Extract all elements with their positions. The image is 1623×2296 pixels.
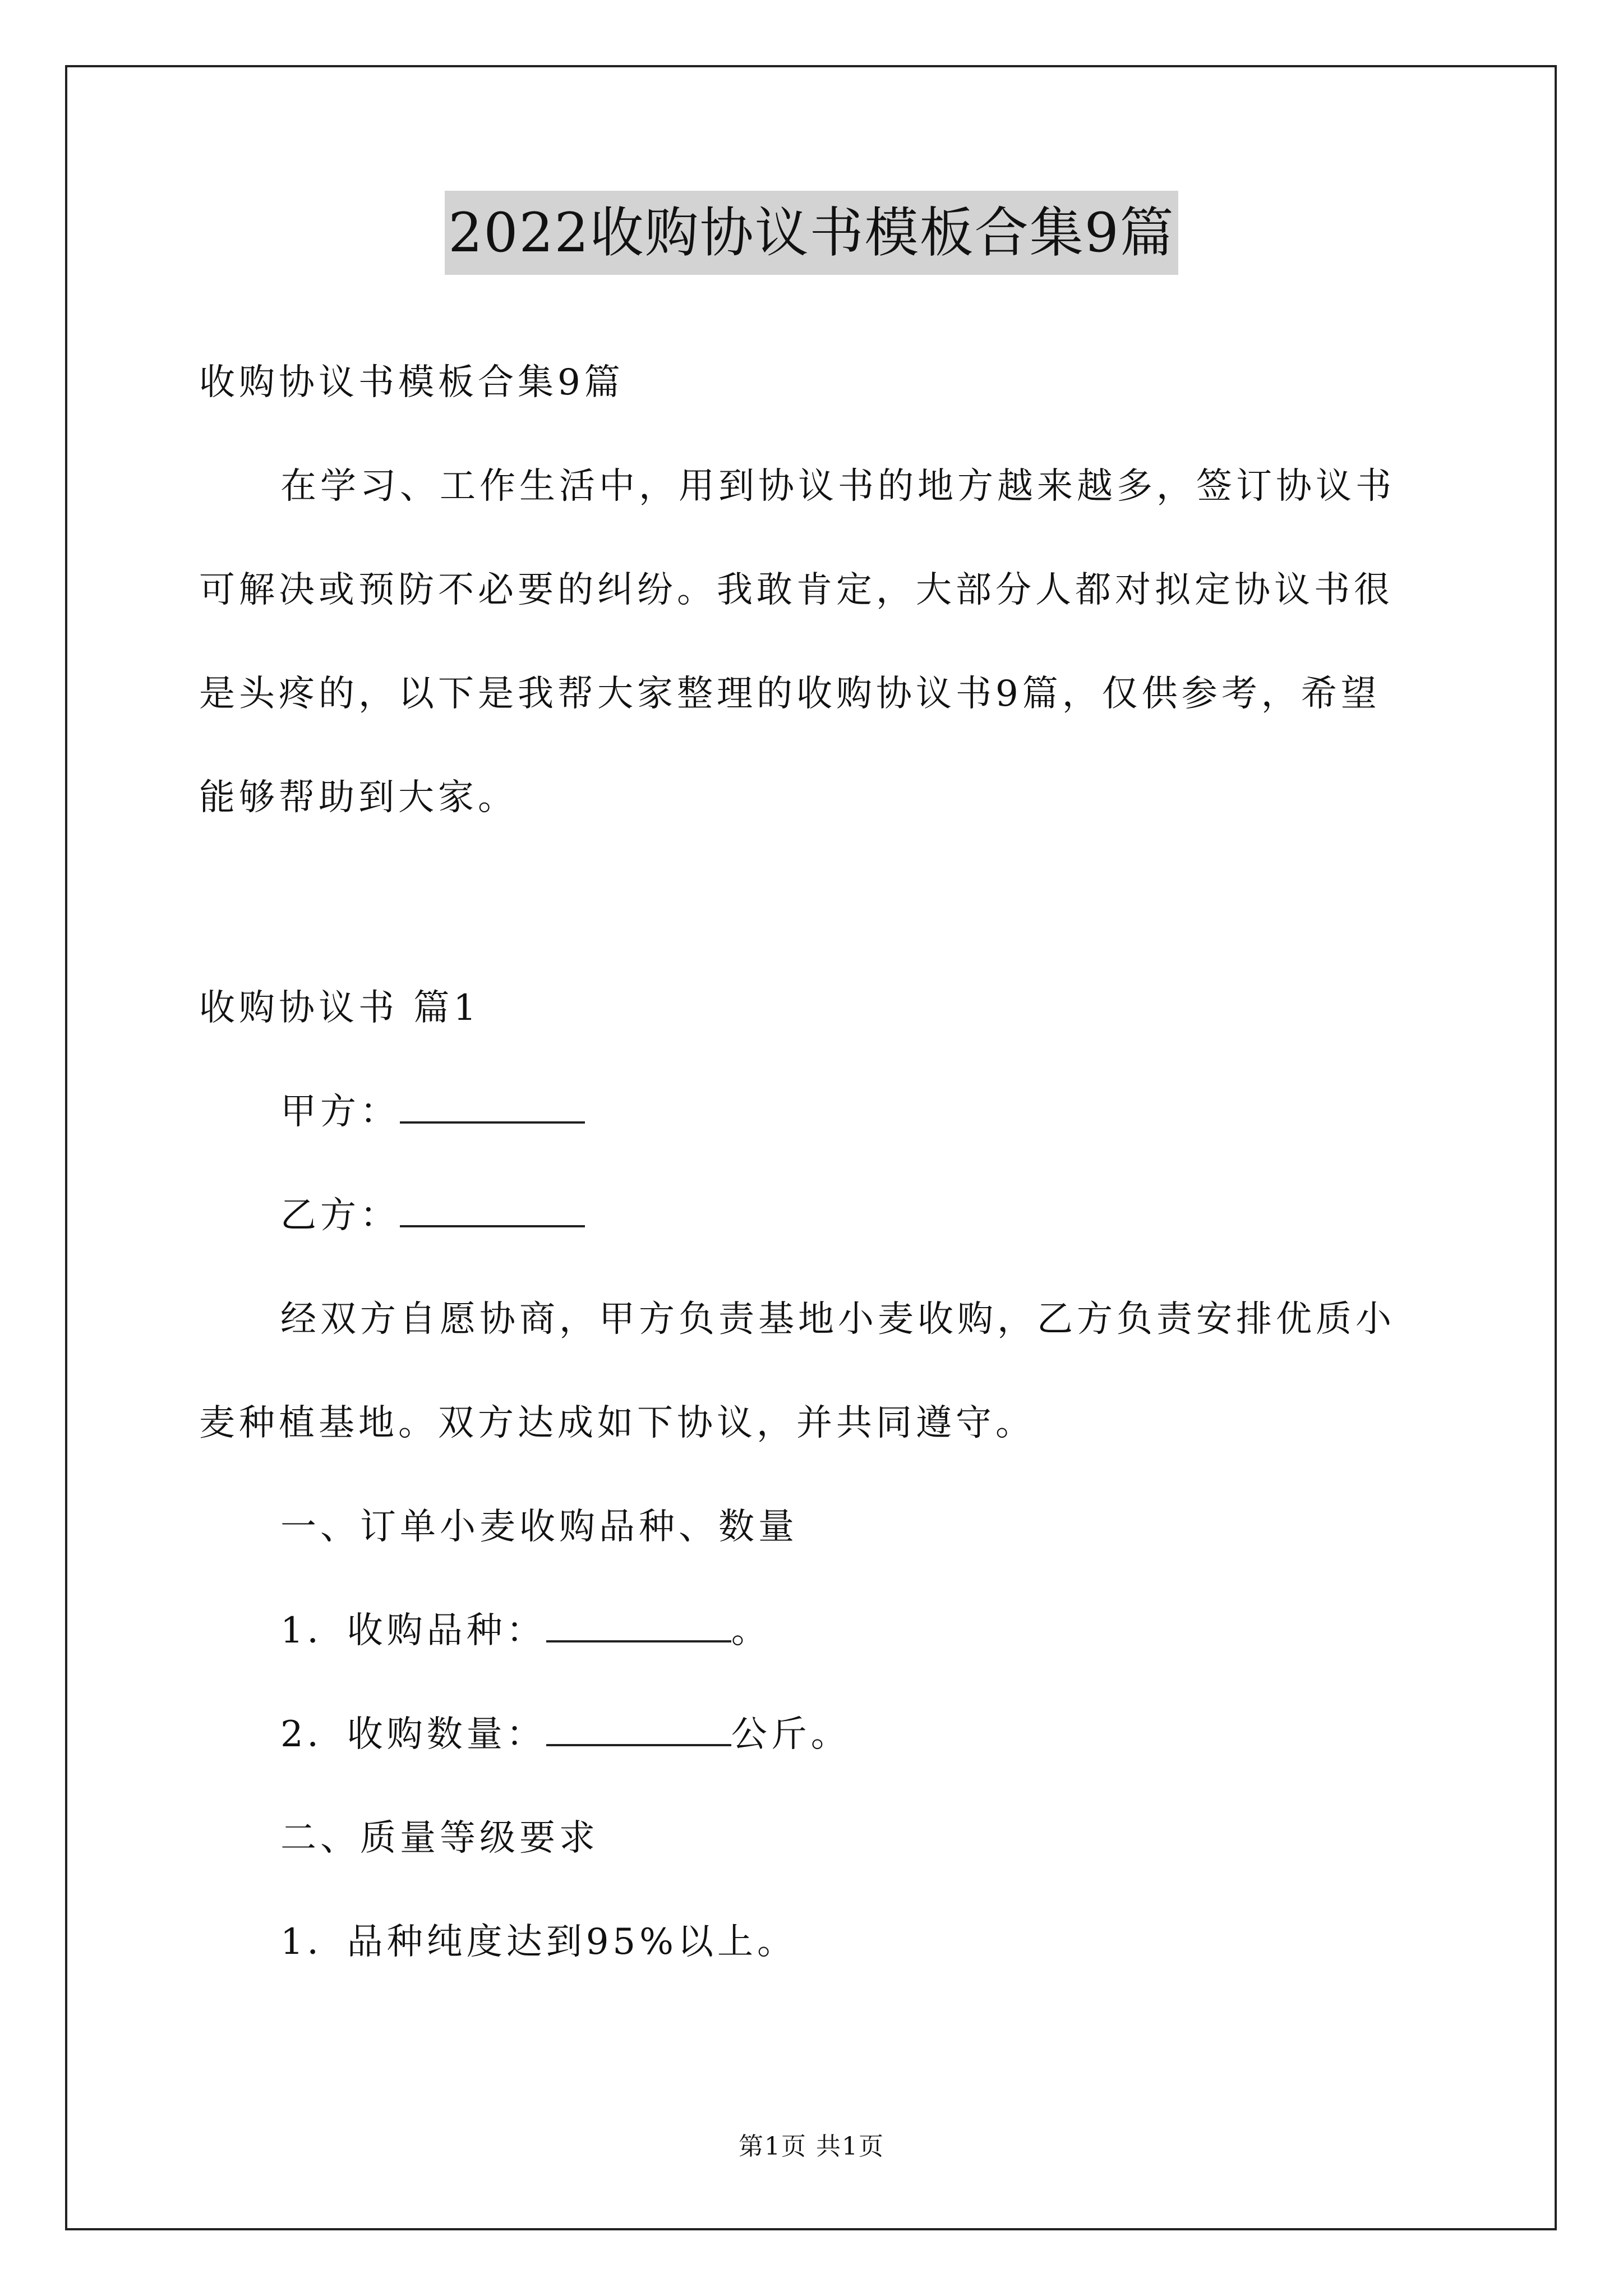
item-1-blank: [546, 1609, 731, 1642]
clause-1-title: 一、订单小麦收购品种、数量: [280, 1506, 798, 1548]
party-b-line: [280, 1186, 1509, 1238]
party-a-line: [280, 1083, 1509, 1134]
party-b-label: 乙方：: [280, 1195, 400, 1236]
section-title: 收购协议书 篇1: [199, 987, 481, 1029]
party-b-blank: [400, 1194, 585, 1227]
intro-line-4: 能够帮助到大家。: [199, 777, 518, 818]
clause-2-title: 二、质量等级要求: [280, 1818, 599, 1859]
intro-line-3: 是头疼的，以下是我帮大家整理的收购协议书9篇，仅供参考，希望: [199, 673, 1381, 715]
party-a-blank: [400, 1090, 585, 1124]
intro-line-1: 在学习、工作生活中，用到协议书的地方越来越多，签订协议书: [280, 466, 1395, 507]
item-1-label: 1．收购品种：: [280, 1610, 546, 1651]
party-a-label: 甲方：: [280, 1091, 400, 1133]
body-line-1: 经双方自愿协商，甲方负责基地小麦收购，乙方负责安排优质小: [280, 1299, 1395, 1340]
item-2-label: 2．收购数量：: [280, 1714, 546, 1755]
item-1-line: [280, 1602, 1509, 1653]
item-2-blank: [546, 1713, 731, 1746]
item-2-line: [280, 1705, 1509, 1757]
item-3-line: 1．品种纯度达到95%以上。: [280, 1921, 797, 1963]
item-1-suffix: 。: [731, 1610, 771, 1651]
item-2-suffix: 公斤。: [731, 1714, 851, 1755]
intro-line-2: 可解决或预防不必要的纠纷。我敢肯定，大部分人都对拟定协议书很: [199, 569, 1394, 611]
body-line-2: 麦种植基地。双方达成如下协议，并共同遵守。: [199, 1402, 1035, 1444]
title-container: [0, 191, 1623, 275]
document-title: 2022收购协议书模板合集9篇: [445, 191, 1178, 275]
page-footer: 第1页 共1页: [739, 2132, 884, 2161]
document-subtitle: 收购协议书模板合集9篇: [199, 362, 624, 403]
